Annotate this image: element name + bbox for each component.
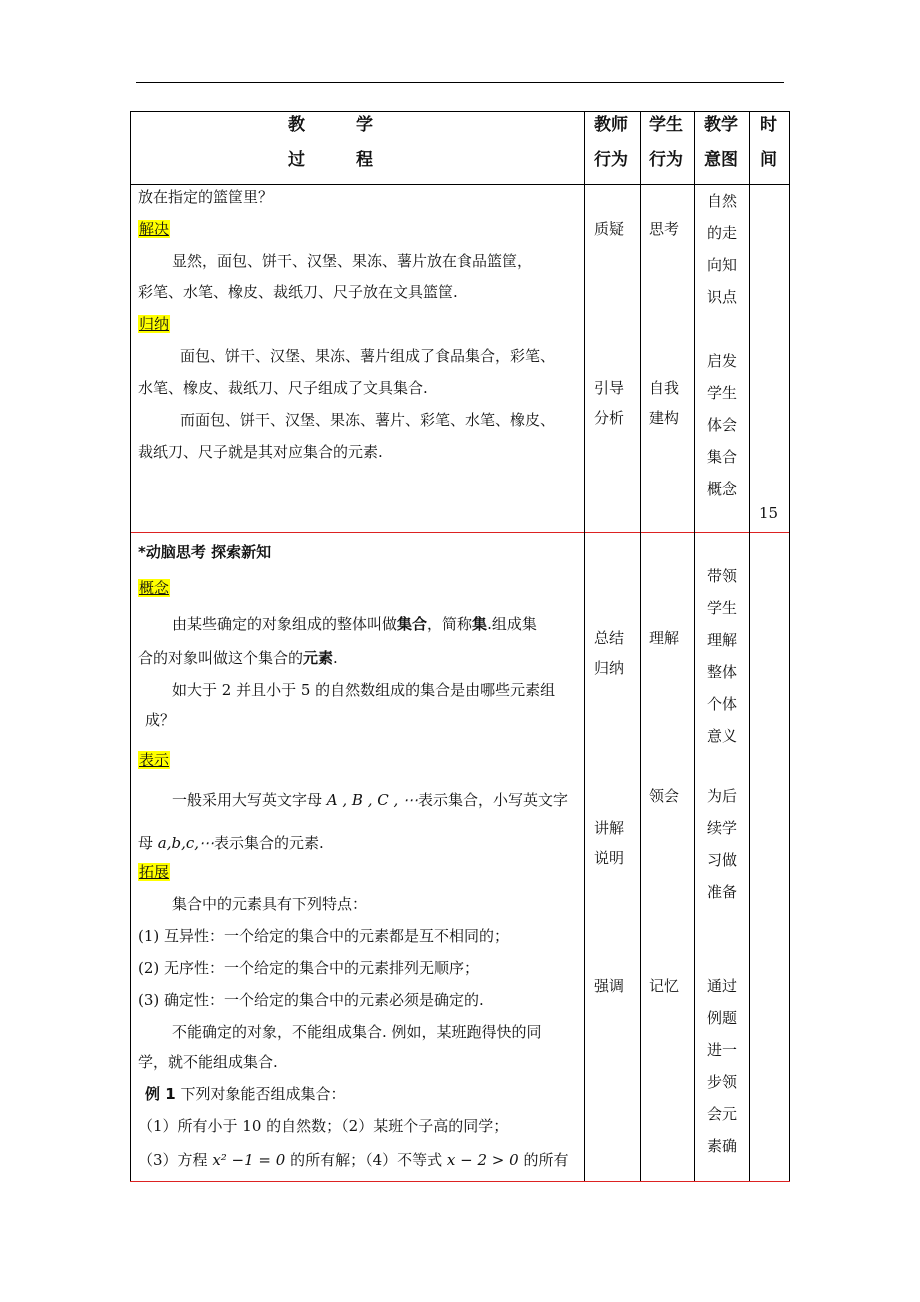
header-student-1: 学生 xyxy=(649,115,683,135)
concept-line-2: 合的对象叫做这个集合的元素. xyxy=(138,649,338,667)
row1-student-a: 思考 xyxy=(649,220,680,238)
row2-teacher-3: 强调 xyxy=(594,977,625,995)
row2-teacher-2b: 说明 xyxy=(594,849,625,867)
row1-teacher-b2: 分析 xyxy=(594,409,625,427)
ext-line-2: (2) 无序性：一个给定的集合中的元素排列无顺序； xyxy=(138,959,480,977)
header-process-line2: 过 程 xyxy=(288,150,373,170)
top-rule xyxy=(136,82,784,83)
tag-representation: 表示 xyxy=(139,751,170,769)
summary-line-1: 面包、饼干、汉堡、果冻、薯片组成了食品集合，彩笔、 xyxy=(180,347,556,365)
ext-line-1: (1) 互异性：一个给定的集合中的元素都是互不相同的； xyxy=(138,927,510,945)
row1-intent-column: 自然 的走 向知 识点 启发 学生 体会 集合 概念 xyxy=(706,192,737,498)
example-line-1: （1）所有小于 10 的自然数；（2）某班个子高的同学； xyxy=(138,1117,509,1135)
ext-line-5: 学，就不能组成集合. xyxy=(138,1053,278,1071)
row2-intent-b: 为后 续学 习做 准备 xyxy=(706,787,737,901)
header-teacher-2: 行为 xyxy=(594,150,628,170)
concept-line-1: 由某些确定的对象组成的整体叫做集合，简称集.组成集 xyxy=(172,615,537,633)
header-teacher-1: 教师 xyxy=(594,115,628,135)
row1-teacher-b1: 引导 xyxy=(594,379,625,397)
question-line-2: 成？ xyxy=(145,711,176,729)
tag-solve: 解决 xyxy=(139,220,170,238)
ext-line-3: (3) 确定性：一个给定的集合中的元素必须是确定的. xyxy=(138,991,484,1009)
row2-student-3: 记忆 xyxy=(649,977,680,995)
row2-student-1: 理解 xyxy=(649,629,680,647)
row2-intent-a: 带领 学生 理解 整体 个体 意义 xyxy=(706,567,737,745)
example-line-2: （3）方程 x² −1 = 0 的所有解；（4）不等式 x − 2 > 0 的所有 xyxy=(138,1151,569,1169)
row1-student-b1: 自我 xyxy=(649,379,680,397)
row1-line0: 放在指定的篮筐里？ xyxy=(138,188,274,206)
row2-teacher-2a: 讲解 xyxy=(594,819,625,837)
header-time-1: 时 xyxy=(760,115,777,135)
row2-teacher-1a: 总结 xyxy=(594,629,625,647)
header-intent-2: 意图 xyxy=(704,150,738,170)
row2-teacher-1b: 归纳 xyxy=(594,659,625,677)
tag-extension: 拓展 xyxy=(139,863,170,881)
summary-line-4: 裁纸刀、尺子就是其对应集合的元素. xyxy=(138,443,383,461)
ext-line-4: 不能确定的对象，不能组成集合. 例如，某班跑得快的同 xyxy=(172,1023,542,1041)
tag-summary: 归纳 xyxy=(139,315,170,333)
repr-line-2: 母 a,b,c,⋯表示集合的元素. xyxy=(138,834,324,852)
summary-line-3: 而面包、饼干、汉堡、果冻、薯片、彩笔、水笔、橡皮、 xyxy=(180,411,556,429)
row1-student-b2: 建构 xyxy=(649,409,680,427)
solve-line-1: 显然，面包、饼干、汉堡、果冻、薯片放在食品篮筐， xyxy=(172,252,533,270)
row2-intent-c: 通过 例题 进一 步领 会元 素确 xyxy=(706,977,737,1155)
header-process-line1: 教 学 xyxy=(288,115,373,135)
repr-line-1: 一般采用大写英文字母 A , B , C , ⋯表示集合，小写英文字 xyxy=(172,791,569,809)
tag-concept: 概念 xyxy=(139,579,170,597)
ext-line-0: 集合中的元素具有下列特点： xyxy=(172,895,368,913)
header-intent-1: 教学 xyxy=(704,115,738,135)
solve-line-2: 彩笔、水笔、橡皮、裁纸刀、尺子放在文具篮筐. xyxy=(138,283,458,301)
header-time-2: 间 xyxy=(760,150,777,170)
example-title: 例 1 下列对象能否组成集合： xyxy=(145,1085,346,1103)
row1-teacher-a: 质疑 xyxy=(594,220,625,238)
row2-heading: *动脑思考 探索新知 xyxy=(138,543,272,561)
question-line-1: 如大于 2 并且小于 5 的自然数组成的集合是由哪些元素组 xyxy=(172,681,556,699)
header-student-2: 行为 xyxy=(649,150,683,170)
summary-line-2: 水笔、橡皮、裁纸刀、尺子组成了文具集合. xyxy=(138,379,428,397)
row2-student-2: 领会 xyxy=(649,787,680,805)
row1-time: 15 xyxy=(759,504,779,522)
